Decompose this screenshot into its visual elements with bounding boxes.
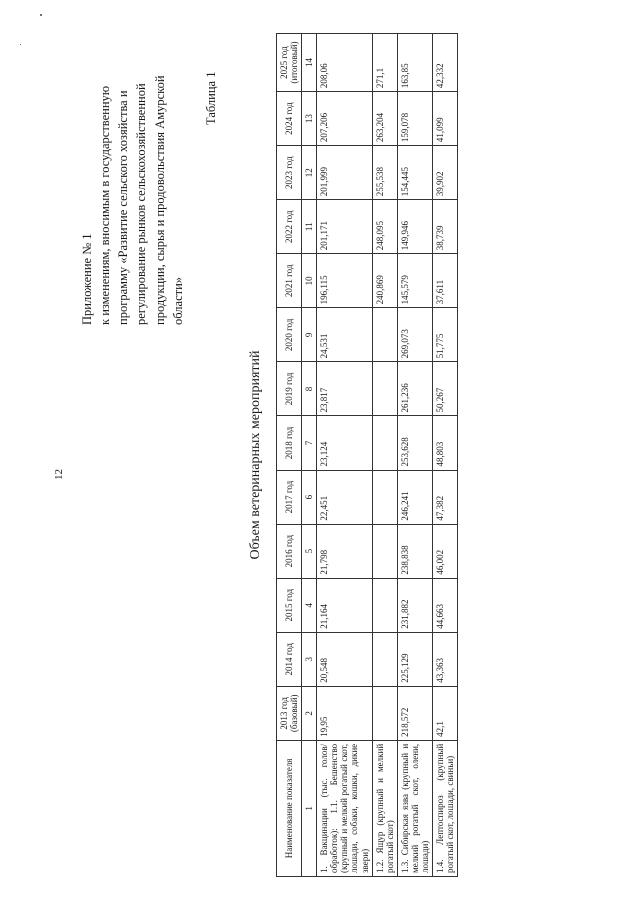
row-value: 44,663 [433, 578, 458, 632]
row-value: 43,363 [433, 632, 458, 686]
column-number: 9 [302, 308, 317, 362]
row-value [372, 524, 397, 578]
row-value: 201,999 [317, 146, 372, 200]
row-value: 19,95 [317, 686, 372, 740]
header-cell: 2022 год [277, 200, 302, 254]
header-cell: 2017 год [277, 470, 302, 524]
row-value: 261,236 [397, 362, 432, 416]
row-value [372, 686, 397, 740]
row-value: 23,817 [317, 362, 372, 416]
row-value [372, 308, 397, 362]
table-row [397, 34, 432, 877]
row-value: 159,078 [397, 92, 432, 146]
header-cell: 2023 год [277, 146, 302, 200]
header-cell: Наименование показателя [277, 740, 302, 876]
row-value: 21,164 [317, 578, 372, 632]
column-number: 1 [302, 740, 317, 876]
header-cell: 2013 год (базовый) [277, 686, 302, 740]
veterinary-table [276, 33, 458, 877]
page-number: 12 [53, 469, 65, 480]
column-number: 2 [302, 686, 317, 740]
row-value: 23,124 [317, 416, 372, 470]
column-number: 5 [302, 524, 317, 578]
table-header-row [277, 34, 302, 877]
row-value: 218,572 [397, 686, 432, 740]
column-number: 3 [302, 632, 317, 686]
row-value: 263,204 [372, 92, 397, 146]
column-number: 8 [302, 362, 317, 416]
row-value [372, 416, 397, 470]
row-value: 47,382 [433, 470, 458, 524]
row-value [372, 470, 397, 524]
header-cell: 2014 год [277, 632, 302, 686]
column-number-row [302, 34, 317, 877]
row-value: 163,85 [397, 34, 432, 92]
column-number: 13 [302, 92, 317, 146]
row-value: 208,06 [317, 34, 372, 92]
row-value: 51,775 [433, 308, 458, 362]
appendix-title: Приложение № 1 [80, 233, 94, 325]
row-value: 20,548 [317, 632, 372, 686]
row-name: 1.4. Лептоспироз (крупный рогатый скот, лошади, свиньи) [433, 740, 458, 876]
header-cell: 2018 год [277, 416, 302, 470]
header-cell: 2015 год [277, 578, 302, 632]
row-value: 240,869 [372, 254, 397, 308]
row-value: 42,332 [433, 34, 458, 92]
row-value: 38,739 [433, 200, 458, 254]
column-number: 6 [302, 470, 317, 524]
row-value: 246,241 [397, 470, 432, 524]
row-value: 253,628 [397, 416, 432, 470]
row-value: 48,803 [433, 416, 458, 470]
row-value: 21,798 [317, 524, 372, 578]
row-value: 145,579 [397, 254, 432, 308]
row-value: 41,099 [433, 92, 458, 146]
row-name: 1.2. Ящур (крупный и мелкий рогатый скот) [372, 740, 397, 876]
row-value: 207,206 [317, 92, 372, 146]
appendix-block [78, 25, 187, 325]
column-number: 14 [302, 34, 317, 92]
table-row [433, 34, 458, 877]
row-value: 255,538 [372, 146, 397, 200]
row-value: 149,946 [397, 200, 432, 254]
row-value: 231,882 [397, 578, 432, 632]
rotated-content [20, 25, 620, 885]
row-value: 39,902 [433, 146, 458, 200]
row-name: 1. Вакцинации (тыс. голов/обработок): 1.1. Бешенство (крупный и мелкий рогатый скот, лошади, собаки, кошки, дикие звери) [317, 740, 372, 876]
table-row [317, 34, 372, 877]
scan-speck [40, 14, 42, 16]
row-value [372, 578, 397, 632]
appendix-text: к изменениям, вносимым в государственную программу «Развитие сельского хозяйства и регулирование рынков сельскохозяйственной продукции, сырья и продовольствия Амурской области» [98, 75, 185, 325]
row-value: 248,095 [372, 200, 397, 254]
row-value [372, 362, 397, 416]
row-value: 24,531 [317, 308, 372, 362]
row-value: 271,1 [372, 34, 397, 92]
header-cell: 2016 год [277, 524, 302, 578]
header-cell: 2024 год [277, 92, 302, 146]
row-value: 42,1 [433, 686, 458, 740]
header-cell: 2025 год (итоговый) [277, 34, 302, 92]
row-value: 225,129 [397, 632, 432, 686]
header-cell: 2021 год [277, 254, 302, 308]
row-value [372, 632, 397, 686]
row-value: 50,267 [433, 362, 458, 416]
row-value: 238,838 [397, 524, 432, 578]
row-value: 37,611 [433, 254, 458, 308]
row-name: 1.3. Сибирская язва (крупный и мелкий рогатый скот, олени, лошади) [397, 740, 432, 876]
row-value: 154,445 [397, 146, 432, 200]
table-label: Таблица 1 [204, 71, 218, 125]
table-title: Объем ветеринарных мероприятий [248, 350, 263, 560]
column-number: 11 [302, 200, 317, 254]
row-value: 269,073 [397, 308, 432, 362]
column-number: 4 [302, 578, 317, 632]
row-value: 201,171 [317, 200, 372, 254]
table-row [372, 34, 397, 877]
row-value: 196,115 [317, 254, 372, 308]
column-number: 7 [302, 416, 317, 470]
header-cell: 2019 год [277, 362, 302, 416]
header-cell: 2020 год [277, 308, 302, 362]
row-value: 46,002 [433, 524, 458, 578]
column-number: 12 [302, 146, 317, 200]
column-number: 10 [302, 254, 317, 308]
row-value: 22,451 [317, 470, 372, 524]
